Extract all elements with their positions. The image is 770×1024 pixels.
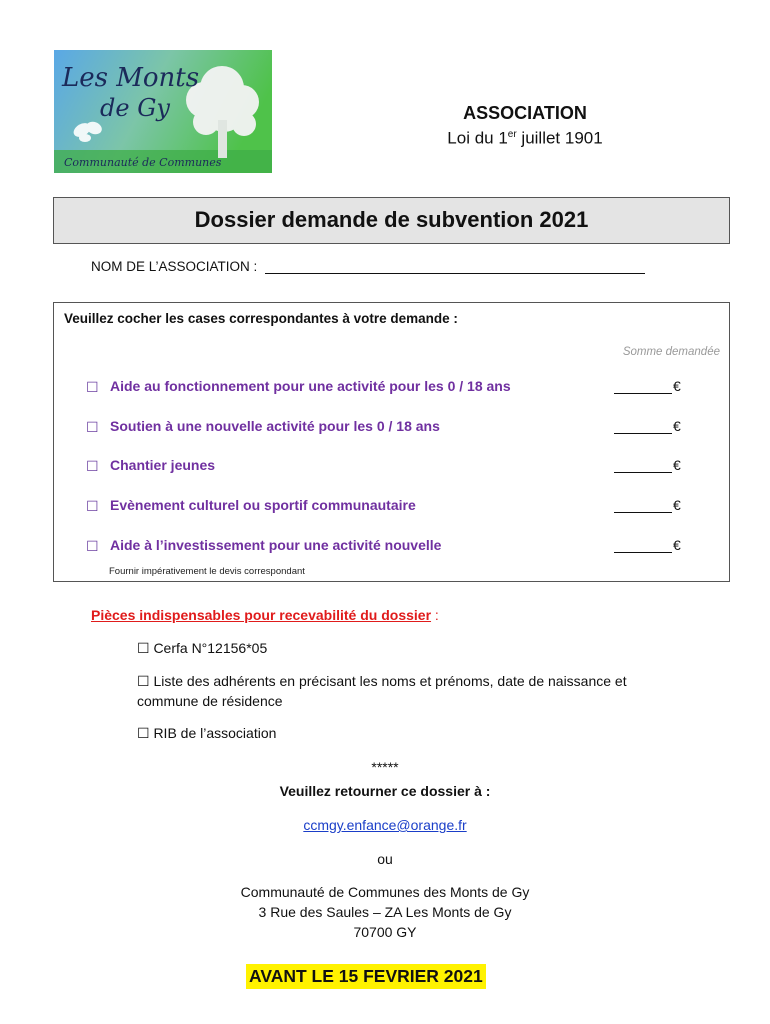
request-box xyxy=(53,302,730,582)
address-line: 70700 GY xyxy=(353,924,417,940)
currency-symbol: € xyxy=(673,378,681,394)
address-line: Communauté de Communes des Monts de Gy xyxy=(240,884,530,900)
association-name-row xyxy=(91,259,645,274)
amount-field[interactable] xyxy=(614,537,681,553)
postal-address xyxy=(0,882,770,942)
option-row xyxy=(86,457,726,477)
document-item[interactable] xyxy=(137,723,276,743)
amount-field[interactable] xyxy=(614,457,681,473)
law-suffix: juillet 1901 xyxy=(516,128,603,148)
request-heading: Veuillez cocher les cases correspondantes à votre demande : xyxy=(64,311,458,326)
logo xyxy=(54,50,272,173)
logo-tagline: Communauté de Communes xyxy=(64,156,222,169)
law-prefix: Loi du 1 xyxy=(447,128,508,148)
separator-stars: ***** xyxy=(371,759,399,775)
option-row xyxy=(86,537,726,557)
title-box xyxy=(53,197,730,244)
email-link[interactable]: ccmgy.enfance@orange.fr xyxy=(303,817,467,833)
document-item-line: ☐ Liste des adhérents en précisant les noms et prénoms, date de naissance et xyxy=(137,673,627,689)
return-instruction: Veuillez retourner ce dossier à : xyxy=(279,783,491,799)
amount-field[interactable] xyxy=(614,418,681,434)
checkbox[interactable]: ☐ xyxy=(86,458,99,474)
checkbox[interactable]: ☐ xyxy=(86,538,99,554)
page-title: Dossier demande de subvention 2021 xyxy=(194,207,589,232)
logo-line1: Les Monts xyxy=(62,63,200,93)
pieces-heading-text: Pièces indispensables pour recevabilité du dossier xyxy=(91,607,432,623)
logo-line2: de Gy xyxy=(100,94,170,122)
address-line: 3 Rue des Saules – ZA Les Monts de Gy xyxy=(258,904,512,920)
document-item[interactable] xyxy=(137,638,267,658)
association-header xyxy=(400,102,650,150)
option-row xyxy=(86,378,726,398)
association-name-label: NOM DE L’ASSOCIATION : xyxy=(91,259,258,274)
association-law xyxy=(400,124,650,150)
amount-column-label: Somme demandée xyxy=(622,346,720,358)
association-title: ASSOCIATION xyxy=(463,103,587,123)
deadline-banner: AVANT LE 15 FEVRIER 2021 xyxy=(246,964,486,989)
document-item[interactable] xyxy=(137,671,627,711)
document-item-line: commune de résidence xyxy=(137,693,283,709)
logo-graphic xyxy=(54,50,272,173)
document-item-line: ☐ RIB de l’association xyxy=(137,725,277,741)
option-label: Soutien à une nouvelle activité pour les 0 / 18 ans xyxy=(110,418,440,434)
option-label: Evènement culturel ou sportif communautaire xyxy=(110,497,416,513)
association-name-field[interactable] xyxy=(265,260,645,274)
amount-field[interactable] xyxy=(614,497,681,513)
law-sup: er xyxy=(507,129,517,140)
option-row xyxy=(86,418,726,438)
pieces-heading xyxy=(91,607,439,623)
checkbox[interactable]: ☐ xyxy=(86,379,99,395)
option-label: Aide au fonctionnement pour une activité pour les 0 / 18 ans xyxy=(110,378,511,394)
checkbox[interactable]: ☐ xyxy=(86,419,99,435)
currency-symbol: € xyxy=(673,497,681,513)
option-label: Chantier jeunes xyxy=(110,457,216,473)
currency-symbol: € xyxy=(673,457,681,473)
pieces-colon: : xyxy=(431,607,439,623)
currency-symbol: € xyxy=(673,537,681,553)
option-row xyxy=(86,497,726,517)
currency-symbol: € xyxy=(673,418,681,434)
document-item-line: ☐ Cerfa N°12156*05 xyxy=(137,640,268,656)
checkbox[interactable]: ☐ xyxy=(86,498,99,514)
amount-field[interactable] xyxy=(614,378,681,394)
devis-note: Fournir impérativement le devis correspondant xyxy=(109,566,305,577)
option-label: Aide à l’investissement pour une activité nouvelle xyxy=(110,537,442,553)
or-text: ou xyxy=(377,851,393,867)
